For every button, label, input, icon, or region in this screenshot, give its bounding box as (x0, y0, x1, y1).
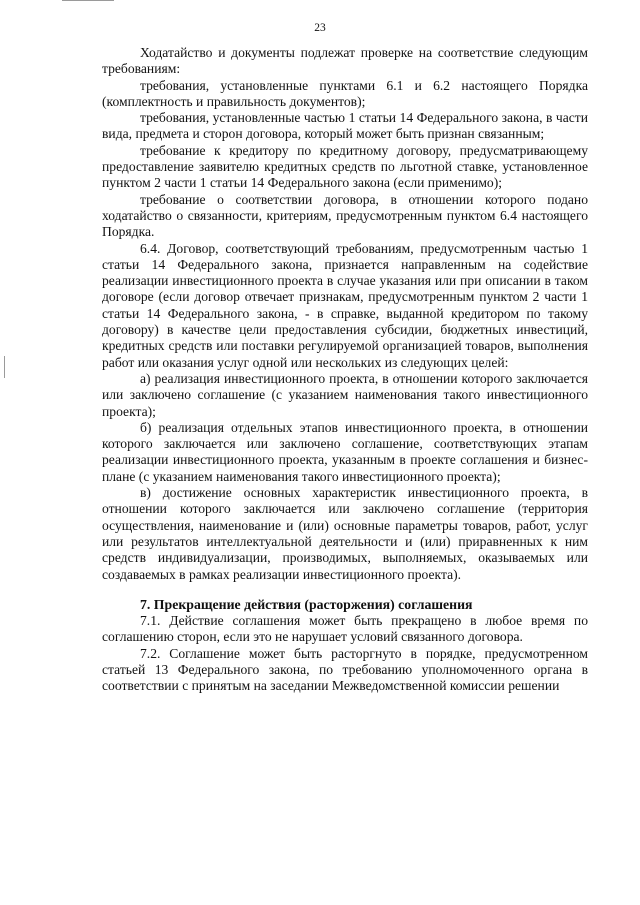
paragraph: Ходатайство и документы подлежат проверке на соответствие следующим требованиям: (102, 45, 588, 77)
paragraph: требования, установленные частью 1 статьи 14 Федерального закона, в части вида, предмета и сторон договора, который может быть признан связанным; (102, 110, 588, 142)
paragraph: 7.1. Действие соглашения может быть прекращено в любое время по соглашению сторон, если это не нарушает условий связанного договора. (102, 613, 588, 645)
paragraph: 6.4. Договор, соответствующий требованиям, предусмотренным частью 1 статьи 14 Федерального закона, признается направленным на содействие реализации инвестиционного проекта в случае указания или при описании в таком договоре (если договор отвечает признакам, предусмотренным пунктом 2 части 1 статьи 14 Федерального закона, - в справке, выданной кредитором по такому договору) в качестве цели предоставления субсидии, бюджетных инвестиций, кредитных средств или поставки регулируемой организацией товаров, выполнения работ или оказания услуг одной или нескольких из следующих целей: (102, 240, 588, 370)
section-heading: 7. Прекращение действия (расторжения) соглашения (140, 596, 473, 612)
scan-artifact-left-edge (4, 356, 5, 378)
list-item-v: в) достижение основных характеристик инвестиционного проекта, в отношении которого заключается или заключено соглашение (территория осуществления, наименование и (или) основные параметры товаров, работ, услуг или результатов интеллектуальной деятельности и (или) приравненных к ним средств индивидуализации, производимых, выполняемых, оказываемых или создаваемых в рамках реализации инвестиционного проекта). (102, 485, 588, 582)
paragraph: требования, установленные пунктами 6.1 и 6.2 настоящего Порядка (комплектность и правильность документов); (102, 77, 588, 109)
document-body (102, 45, 588, 695)
list-item-a: а) реализация инвестиционного проекта, в отношении которого заключается или заключено соглашение (с указанием наименования такого инвестиционного проекта); (102, 370, 588, 419)
scan-artifact-top-left (62, 0, 114, 1)
paragraph: 7.2. Соглашение может быть расторгнуто в порядке, предусмотренном статьей 13 Федерального закона, по требованию уполномоченного органа в соответствии с принятым на заседании Межведомственной комиссии решении (102, 645, 588, 694)
list-item-b: б) реализация отдельных этапов инвестиционного проекта, в отношении которого заключается или заключено соглашение, соответствующих этапам реализации инвестиционного проекта, указанным в проекте соглашения и бизнес-плане (с указанием наименования такого инвестиционного проекта); (102, 419, 588, 484)
page-number: 23 (314, 22, 326, 34)
paragraph: требование о соответствии договора, в отношении которого подано ходатайство о связанности, критериям, предусмотренным пунктом 6.4 настоящего Порядка. (102, 191, 588, 240)
paragraph: требование к кредитору по кредитному договору, предусматривающему предоставление заявителю кредитных средств по льготной ставке, установленное пунктом 2 части 1 статьи 14 Федерального закона (если применимо); (102, 142, 588, 191)
